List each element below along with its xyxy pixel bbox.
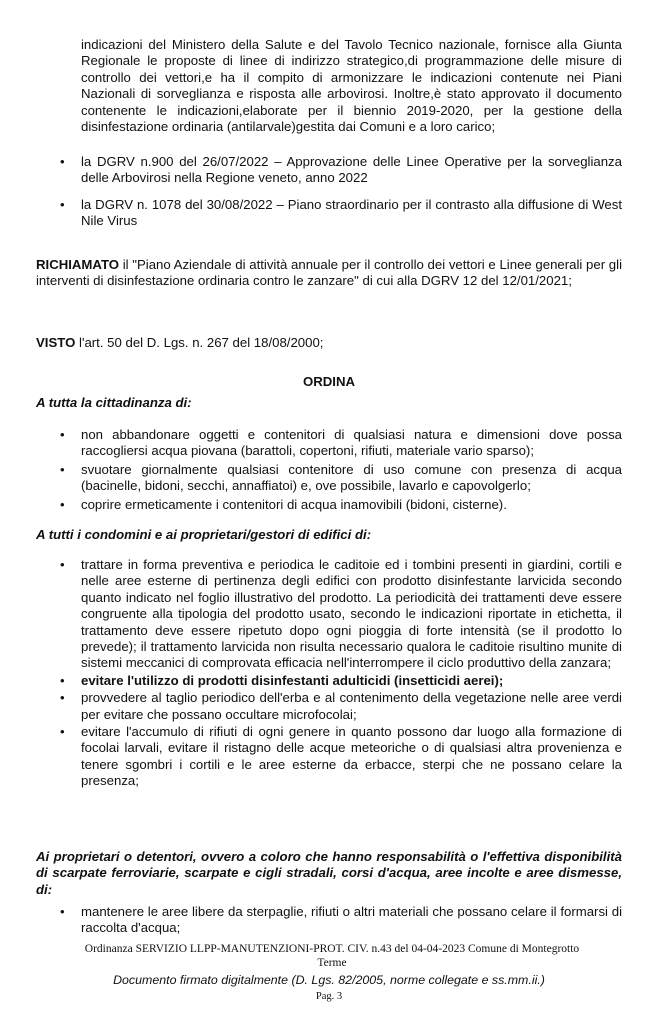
bullet-icon: • <box>60 672 65 688</box>
buildings-item-bold-text: evitare l'utilizzo di prodotti disinfestanti adulticidi (insetticidi aerei); <box>81 672 504 688</box>
list-item <box>36 557 622 672</box>
buildings-item-text: evitare l'accumulo di rifiuti di ogni genere in quanto possono dar luogo alla formazione di focolai larvali, evitare il ristagno delle acque meteoriche o di qualsiasi altra provenienza e tenere sgombri i cortili e le aree esterne da erbacce, sterpi che ne possano celare la presenza; <box>81 724 622 789</box>
richiamato-text: il "Piano Aziendale di attività annuale per il controllo dei vettori e Linee generali per gli interventi di disinfestazione ordinaria contro le zanzare" di cui alla DGRV 12 del 12/01/2021; <box>36 257 622 289</box>
list-item <box>36 904 622 937</box>
list-item <box>36 427 622 460</box>
citizens-item-text: non abbandonare oggetti e contenitori di qualsiasi natura e dimensioni dove possa raccogliersi acqua piovana (barattoli, copertoni, rifiuti, materiale vario sparso); <box>81 427 622 459</box>
list-item <box>36 462 622 495</box>
citizens-item-text: svuotare giornalmente qualsiasi contenitore di uso comune con presenza di acqua (bacinelle, bidoni, secchi, annaffiatoi) e, ove possibile, lavarlo e capovolgerlo; <box>81 461 622 494</box>
citizens-item-text: coprire ermeticamente i contenitori di acqua inamovibili (bidoni, cisterne). <box>81 496 507 512</box>
list-item <box>36 673 622 689</box>
bullet-icon: • <box>60 427 65 442</box>
section-owners-heading: Ai proprietari o detentori, ovvero a coloro che hanno responsabilità o l'effettiva disponibilità di scarpate ferroviarie, scarpate e cigli stradali, corsi d'acqua, aree incolte e aree dismesse, di: <box>36 849 622 897</box>
bullet-icon: • <box>60 196 65 212</box>
section-buildings-heading: A tutti i condomini e ai proprietari/gestori di edifici di: <box>36 527 372 542</box>
buildings-list <box>36 557 622 790</box>
ordinance-line: Ordinanza SERVIZIO LLPP-MANUTENZIONI-PROT. CIV. n.43 del 04-04-2023 Comune di Montegrotto <box>84 943 580 955</box>
page-number: Pag. 3 <box>315 991 343 1002</box>
list-item <box>36 197 622 230</box>
buildings-item-text: provvedere al taglio periodico dell'erba e al contenimento della vegetazione nelle aree verdi per evitare che possano occultare microfocolai; <box>81 690 622 722</box>
bullet-icon: • <box>60 496 65 512</box>
digital-signature-note: Documento firmato digitalmente (D. Lgs. 82/2005, norme collegate e ss.mm.ii.) <box>113 973 545 987</box>
list-item <box>36 154 622 187</box>
owners-item-text: mantenere le aree libere da sterpaglie, rifiuti o altri materiali che possano celare il formarsi di raccolta d'acqua; <box>81 904 622 936</box>
footer-ordinance-reference <box>36 942 628 970</box>
visto-keyword: VISTO <box>36 335 76 350</box>
bullet-icon: • <box>60 690 65 706</box>
bullet-icon: • <box>60 904 65 919</box>
list-item <box>36 690 622 723</box>
bullet-icon: • <box>60 154 65 169</box>
ordina-title: ORDINA <box>302 374 356 389</box>
visto-text: l'art. 50 del D. Lgs. n. 267 del 18/08/2000; <box>75 335 324 350</box>
buildings-item-text: trattare in forma preventiva e periodica le caditoie ed i tombini presenti in giardini, cortili e nelle aree esterne di pertinenza degli edifici con prodotto disinfestante larvicida secondo quanto indicato nel foglio illustrativo del prodotto. La periodicità dei trattamenti deve essere congruente alla tipologia del prodotto usato, secondo le indicazioni riportate in etichetta, il trattamento deve essere ripetuto dopo ogni pioggia di forte intensità (se il prodotto lo prevede); il trattamento larvicida non risulta necessario qualora le caditoie risultino munite di sistemi meccanici di comprovata efficacia nell'interrompere il ciclo produttivo della zanzara; <box>81 557 622 671</box>
richiamato-keyword: RICHIAMATO <box>36 257 120 272</box>
list-item <box>36 497 622 513</box>
bullet-icon: • <box>60 724 65 740</box>
citizens-list <box>36 427 622 513</box>
list-item <box>36 724 622 790</box>
reference-text: la DGRV n. 1078 del 30/08/2022 – Piano straordinario per il contrasto alla diffusione di West Nile Virus <box>81 196 622 229</box>
bullet-icon: • <box>60 557 65 572</box>
section-citizens-heading: A tutta la cittadinanza di: <box>36 395 192 410</box>
bullet-icon: • <box>60 461 65 477</box>
richiamato-paragraph <box>36 257 622 290</box>
intro-continuation-paragraph: indicazioni del Ministero della Salute e del Tavolo Tecnico nazionale, fornisce alla Giunta Regionale le proposte di linee di indirizzo strategico,di programmazione delle misure di controllo dei vettori,e ha il compito di armonizzare le indicazioni contenute nei Piani Nazionali di sorveglianza e risposta alle arbovirosi. Inoltre,è stato approvato il documento contenente le indicazioni,elaborate per il biennio 2019-2020, per la gestione della disinfestazione ordinaria (antilarvale)gestita dai Comuni e a loro carico; <box>81 37 622 135</box>
references-list <box>36 154 622 230</box>
ordinance-line: Terme <box>317 957 347 969</box>
reference-text: la DGRV n.900 del 26/07/2022 – Approvazione delle Linee Operative per la sorveglianza delle Arbovirosi nella Regione veneto, anno 2022 <box>81 154 622 186</box>
visto-paragraph <box>36 335 622 351</box>
owners-list <box>36 904 622 937</box>
